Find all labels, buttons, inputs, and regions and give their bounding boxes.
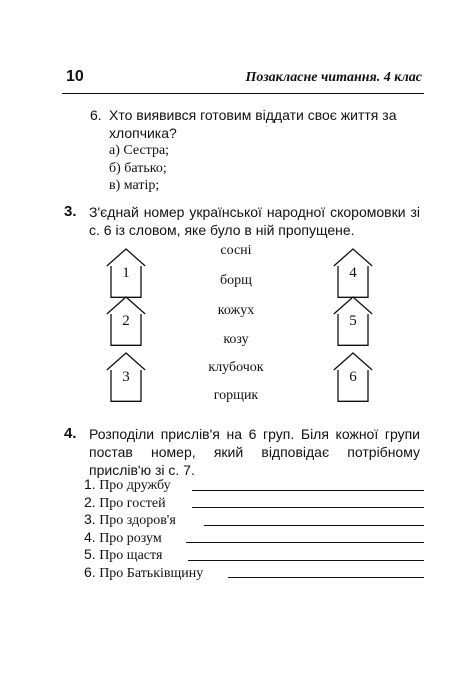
word-option[interactable]: кожух <box>217 303 255 318</box>
group-row: 4. Про розум <box>84 529 424 547</box>
group-row: 5. Про щастя <box>84 546 424 564</box>
house-5[interactable] <box>333 296 373 346</box>
group-label: Про гостей <box>99 495 166 511</box>
house-4-number: 4 <box>349 265 357 281</box>
group-row: 6. Про Батьківщину <box>84 564 424 582</box>
word-option[interactable]: клубочок <box>208 360 264 375</box>
task-4-number: 4. <box>64 425 77 442</box>
question-6-options <box>109 142 169 195</box>
answer-line[interactable] <box>192 507 424 508</box>
house-1-number: 1 <box>122 265 130 281</box>
option-b: б) батько; <box>109 160 167 176</box>
house-5-number: 5 <box>349 313 357 329</box>
task-3-number: 3. <box>64 203 77 220</box>
house-6-number: 6 <box>349 369 357 385</box>
house-3[interactable] <box>106 352 146 402</box>
answer-line[interactable] <box>188 560 424 561</box>
answer-line[interactable] <box>228 577 424 578</box>
answer-line[interactable] <box>204 525 424 526</box>
house-2-number: 2 <box>122 313 130 329</box>
house-4[interactable] <box>333 248 373 298</box>
house-1[interactable] <box>106 248 146 298</box>
task-4-instructions: Розподіли прислів'я на 6 груп. Біля кожної групи постав номер, який відповідає потрібному прислів'ю зі с. 7. <box>89 426 420 478</box>
word-option[interactable]: козу <box>223 332 249 347</box>
question-6 <box>90 106 420 142</box>
group-row: 3. Про здоров'я <box>84 511 424 529</box>
word-option[interactable]: сосні <box>220 243 252 258</box>
group-row: 1. Про дружбу <box>84 476 424 494</box>
group-label: Про дружбу <box>99 478 171 493</box>
word-option[interactable]: горщик <box>213 388 259 403</box>
house-6[interactable] <box>333 352 373 402</box>
proverb-groups <box>84 476 424 581</box>
question-6-number: 6. <box>90 107 102 123</box>
group-label: Про здоров'я <box>99 513 176 528</box>
group-row: 2. Про гостей <box>84 494 424 512</box>
answer-line[interactable] <box>192 490 424 491</box>
task-3-instructions: З'єднай номер української народної скоромовки зі с. 6 із словом, яке було в ній пропущене. <box>89 204 420 238</box>
group-label: Про розум <box>99 530 162 546</box>
option-c: в) матір; <box>109 178 160 193</box>
house-2[interactable] <box>106 296 146 346</box>
group-label: Про Батьківщину <box>99 565 204 581</box>
page-number: 10 <box>66 68 84 85</box>
option-a: а) Сестра; <box>109 143 170 158</box>
header-divider <box>62 93 424 94</box>
running-header-title: Позакласне читання. 4 клас <box>245 70 422 85</box>
question-6-text: Хто виявився готовим віддати своє життя за хлопчика? <box>109 107 397 141</box>
house-3-number: 3 <box>122 369 130 385</box>
answer-line[interactable] <box>186 542 424 543</box>
word-option[interactable]: борщ <box>220 273 252 288</box>
group-label: Про щастя <box>99 548 163 563</box>
